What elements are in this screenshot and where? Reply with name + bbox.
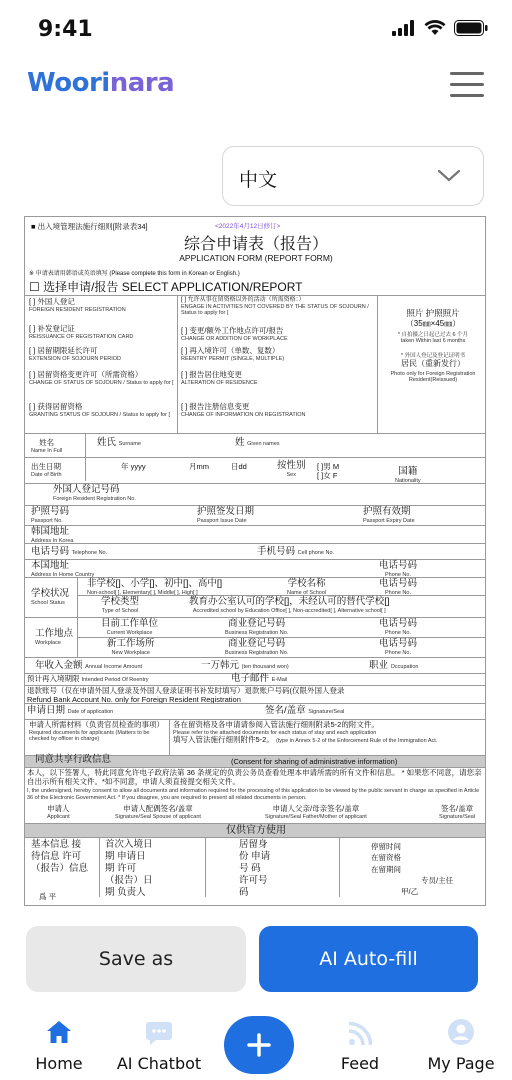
wifi-icon [424, 20, 446, 36]
option-mid-4[interactable]: [ ] 报告注册信息变更 CHANGE OF INFORMATION ON REGISTRATION [181, 402, 306, 418]
passport-expiry-label: 护照有效期 Passport Expiry Date [363, 506, 415, 524]
telephone-label: 电话号码 Telephone No. [31, 546, 108, 557]
form-revision-date: <2022年4月12日修订> [215, 223, 281, 230]
option-mid-0[interactable]: [ ] 允许从事在留资格以外的活动（所需资格：） ENGAGE IN ACTIVITIES NOT COVERED BY THE STATUS OF SOJOURN / Status to apply for [ [181, 297, 369, 317]
name-label: 姓名 Name In Full [31, 438, 63, 454]
nationality-label: 国籍 Nationality [395, 466, 421, 484]
surname-field[interactable]: 姓氏 Surname [97, 437, 141, 448]
form-regulation: ■ 出入境管理法施行细则[附录表34] [31, 222, 148, 231]
option-mid-1[interactable]: [ ] 变更/额外工作地点许可/报告 CHANGE OR ADDITION OF WORKPLACE [181, 326, 288, 342]
current-workplace-label: 目前工作单位 Current Workplace [101, 618, 159, 636]
consent-body: 本人，以下签署人，特此同意允许电子政府法第 36 条规定的负责公务员查看处理本申请所需的所有文件和信息。 * 如果您不同意，请您亲自出示所有相关文件。*如不同意，申请人须直接提交相关文件。 I, the undersigned, hereby consent to allow all documents and information required for the processing of this application to be viewed by the public servant in charge as specified in Article 36 of the Electronic Government Act. * If you disagree, you are required to present all related documents in person. [27, 768, 482, 801]
given-names-field[interactable]: 姓 Given names [235, 437, 280, 448]
current-wp-phone-label: 电话号码 Phone No. [379, 618, 418, 636]
option-left-0[interactable]: [ ] 外国人登记 FOREIGN RESIDENT REGISTRATION [29, 297, 126, 313]
ai-autofill-button[interactable]: AI Auto-fill [259, 926, 478, 992]
sex-options[interactable]: [ ]男 M [ ]女 F [317, 462, 340, 480]
applicant-signature[interactable]: 申请人 Applicant [47, 804, 70, 820]
home-address-label: 本国地址 Address In Home Country [31, 560, 95, 578]
option-left-3[interactable]: [ ] 居留资格变更许可（所需资格） CHANGE OF STATUS OF SOJOURN / Status to apply for [ [29, 370, 174, 386]
signature-seal[interactable]: 签名/盖章 Signature/Seal [439, 804, 476, 820]
address-korea-label: 韩国地址 Address In Korea [31, 526, 74, 544]
app-logo[interactable] [27, 68, 174, 98]
income-label: 年收入金额 Annual Income Amount [35, 660, 143, 671]
application-form-document [24, 216, 486, 906]
official-col2: 首次入境日 期 申请日 期 许可 （报告）日 期 负责人 [105, 839, 153, 898]
status-time: 9:41 [38, 17, 93, 42]
user-profile-icon [447, 1018, 475, 1046]
passport-issue-label: 护照签发日期 Passport Issue Date [197, 506, 255, 524]
school-kind-options[interactable]: 非学校[]、小学[]、初中[]、高中[] Non-school[ ], Elementary[ ], Middle[ ], High[ ] [87, 578, 223, 596]
logo-part1: Woori [27, 68, 110, 98]
app-header [0, 60, 512, 110]
official-col3: 居留身 份 申请 号 码 许可号 码 [239, 839, 271, 898]
occupation-label: 职业 Occupation [369, 660, 419, 671]
status-bar [0, 0, 512, 60]
language-select-value: 中文 [239, 169, 278, 191]
passport-no-label: 护照号码 Passport No. [31, 506, 70, 524]
option-mid-2[interactable]: [ ] 再入境许可（单数、复数） REENTRY PERMIT (SINGLE, MULTIPLE) [181, 346, 285, 362]
form-lang-note: ※ 申请表请用韩语或英语填写 (Please complete this form in Korean or English.) [29, 271, 240, 277]
official-col4: 停留时间 在留资格 在留期间 专员/主任 甲/乙 [371, 842, 454, 896]
save-as-button[interactable]: Save as [26, 926, 246, 992]
dob-month[interactable]: 月mm [189, 462, 209, 471]
create-fab-button[interactable] [224, 1016, 294, 1074]
dob-year[interactable]: 年 yyyy [121, 462, 146, 471]
spouse-signature[interactable]: 申请人配偶签名/盖章 Signature/Seal Spouse of applicant [115, 804, 201, 820]
refund-label: 退款账号（仅在申请外国人登录及外国人登录证明书补发时填写）退款账户号码(仅限外国人登录 Refund Bank Account No. only for Foreign Resident Registration [27, 686, 345, 704]
tab-ai-chatbot-label: AI Chatbot [116, 1054, 202, 1073]
official-col1: 基本信息 接 待信息 许可 （报告）信息 [31, 839, 89, 874]
dob-day[interactable]: 日dd [231, 462, 247, 471]
home-icon [46, 1020, 72, 1044]
parents-signature[interactable]: 申请人父亲/母亲签名/盖章 Signature/Seal Father/Mother of applicant [265, 804, 367, 820]
photo-box: 照片 护照照片 （35㎜×45㎜） * 自拍摄之日起已过去 6 个月 taken Within last 6 months * 外国人登记及登记证明书 居民（重新发行） Photo only for Foreign Registration Resident(Reissued) [390, 308, 476, 384]
option-mid-3[interactable]: [ ] 报告居住地变更 ALTERATION OF RESIDENCE [181, 370, 258, 386]
plus-icon [247, 1033, 271, 1057]
official-use-heading: 仅供官方使用 [226, 825, 286, 836]
required-docs-label: 申请人所需材料（负责官员检查的事项） Required documents for applicants (Matters to be checked by officer in charge) [29, 720, 164, 742]
home-phone-label: 电话号码 Phone No. [379, 560, 418, 578]
language-select[interactable] [222, 146, 484, 206]
income-unit: 一万韩元 (ten thousand won) [201, 660, 289, 671]
consent-heading: 同意共享行政信息 [35, 754, 112, 765]
school-type-label: 学校类型 Type of School [101, 596, 140, 614]
cellular-signal-icon [392, 20, 416, 36]
official-bottom-left: 爲 平 [39, 892, 57, 901]
new-wp-phone-label: 电话号码 Phone No. [379, 638, 418, 656]
option-left-1[interactable]: [ ] 补发登记证 REISSUANCE OF REGISTRATION CARD [29, 324, 134, 340]
cellphone-label: 手机号码 Cell phone No. [257, 546, 335, 557]
tab-home-label: Home [35, 1054, 83, 1073]
dob-label: 出生日期 Date of Birth [31, 462, 62, 478]
new-workplace-label: 新工作场所 New Workplace [107, 638, 155, 656]
workplace-label: 工作地点 Workplace [35, 628, 74, 646]
school-phone-label: 电话号码 Phone No. [379, 578, 418, 596]
chat-icon [145, 1020, 173, 1046]
chevron-down-icon [437, 169, 461, 183]
reentry-label: 预计再入境期限 Intended Period Of Reentry [27, 674, 149, 683]
logo-part2: nara [109, 68, 175, 98]
rss-feed-icon [348, 1022, 372, 1046]
form-title-cn: 综合申请表（报告） [183, 234, 328, 253]
school-accredit-options[interactable]: 教育办公室认可的学校[]，未经认可的替代学校[] Accredited school by Education Office[ ], Non-accredited[ ], Alternative school[ ] [189, 596, 390, 614]
school-name-label: 学校名称 Name of School [287, 578, 327, 596]
form-title-en: APPLICATION FORM (REPORT FORM) [179, 253, 333, 263]
application-date-label: 申请日期 Date of application [27, 705, 114, 716]
email-label: 电子邮件 E-Mail [231, 673, 288, 684]
tab-my-page-label: My Page [427, 1054, 495, 1073]
tab-feed-label: Feed [340, 1054, 380, 1073]
current-brn-label: 商业登记号码 Business Registration No. [225, 618, 289, 636]
option-left-2[interactable]: [ ] 居留期限延长许可 EXTENSION OF SOJOURN PERIOD [29, 346, 121, 362]
form-select-heading: ☐ 选择申请/报告 SELECT APPLICATION/REPORT [29, 280, 303, 294]
school-status-label: 学校状况 School Status [31, 588, 70, 606]
required-docs-note: 各在留资格及各申请请参阅入管法施行细则附录5-2的附文件。 Please refer to the attached documents for each status of stay and each application 填写入管法施行细则附件5-2。 (type in Annex 5-2 of the Enforcement Rule of the Immigration Act. [173, 720, 438, 744]
signature-label: 签名/盖章 Signature/Seal [265, 705, 345, 716]
status-icons [392, 20, 488, 36]
frn-label: 外国人登记号码 Foreign Resident Registration No. [53, 484, 136, 502]
battery-icon [454, 20, 488, 36]
hamburger-menu-icon[interactable] [450, 72, 484, 98]
consent-heading-en: (Consent for sharing of administrative information) [231, 757, 398, 766]
option-left-4[interactable]: [ ] 获得居留资格 GRANTING STATUS OF SOJOURN / Status to apply for [ [29, 402, 170, 418]
sex-label: 按性别 Sex [277, 460, 306, 478]
new-brn-label: 商业登记号码 Business Registration No. [225, 638, 289, 656]
